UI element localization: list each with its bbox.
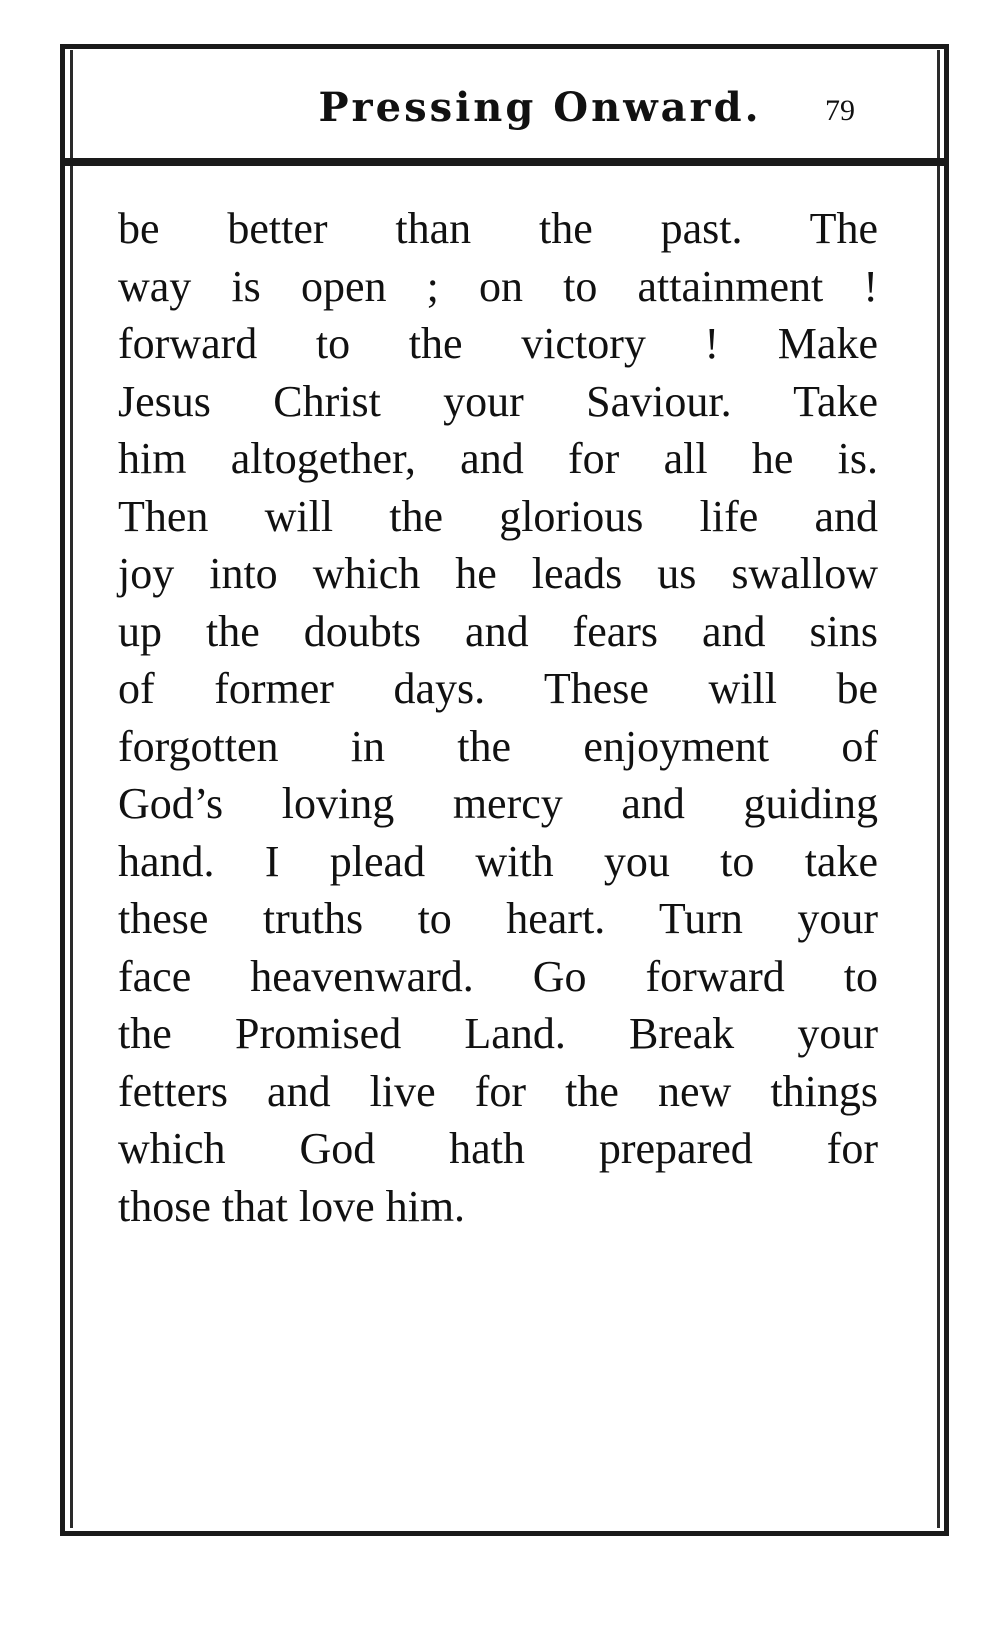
text-line: him altogether, and for all he is. (118, 434, 878, 483)
text-line: be better than the past. The (118, 204, 878, 253)
text-line: God’s loving mercy and guiding (118, 779, 878, 828)
body-text (118, 200, 878, 1235)
text-line: forgotten in the enjoyment of (118, 721, 878, 771)
text-line: hand. I plead with you to take (118, 836, 878, 886)
running-title: Pressing Onward. (318, 84, 762, 131)
text-line: those that love him. (118, 1181, 466, 1231)
text-line: of former days. These will be (118, 664, 878, 713)
text-line: the Promised Land. Break your (118, 1009, 878, 1058)
page-border-inner-left (70, 50, 73, 1528)
text-line: Jesus Christ your Saviour. Take (118, 376, 878, 426)
page-border-inner-right (937, 50, 940, 1528)
text-line: joy into which he leads us swallow (118, 549, 878, 598)
header-rule (60, 158, 949, 166)
page-header (75, 56, 935, 156)
text-line: Then will the glorious life and (118, 491, 878, 541)
text-line: forward to the victory ! Make (118, 319, 878, 368)
text-line: fetters and live for the new things (118, 1066, 878, 1116)
page-number: 79 (825, 94, 855, 127)
text-line: way is open ; on to attainment ! (118, 261, 878, 311)
text-line: face heavenward. Go forward to (118, 951, 878, 1001)
text-line: these truths to heart. Turn your (118, 894, 878, 943)
text-line: which God hath prepared for (118, 1124, 878, 1173)
text-line: up the doubts and fears and sins (118, 606, 878, 656)
